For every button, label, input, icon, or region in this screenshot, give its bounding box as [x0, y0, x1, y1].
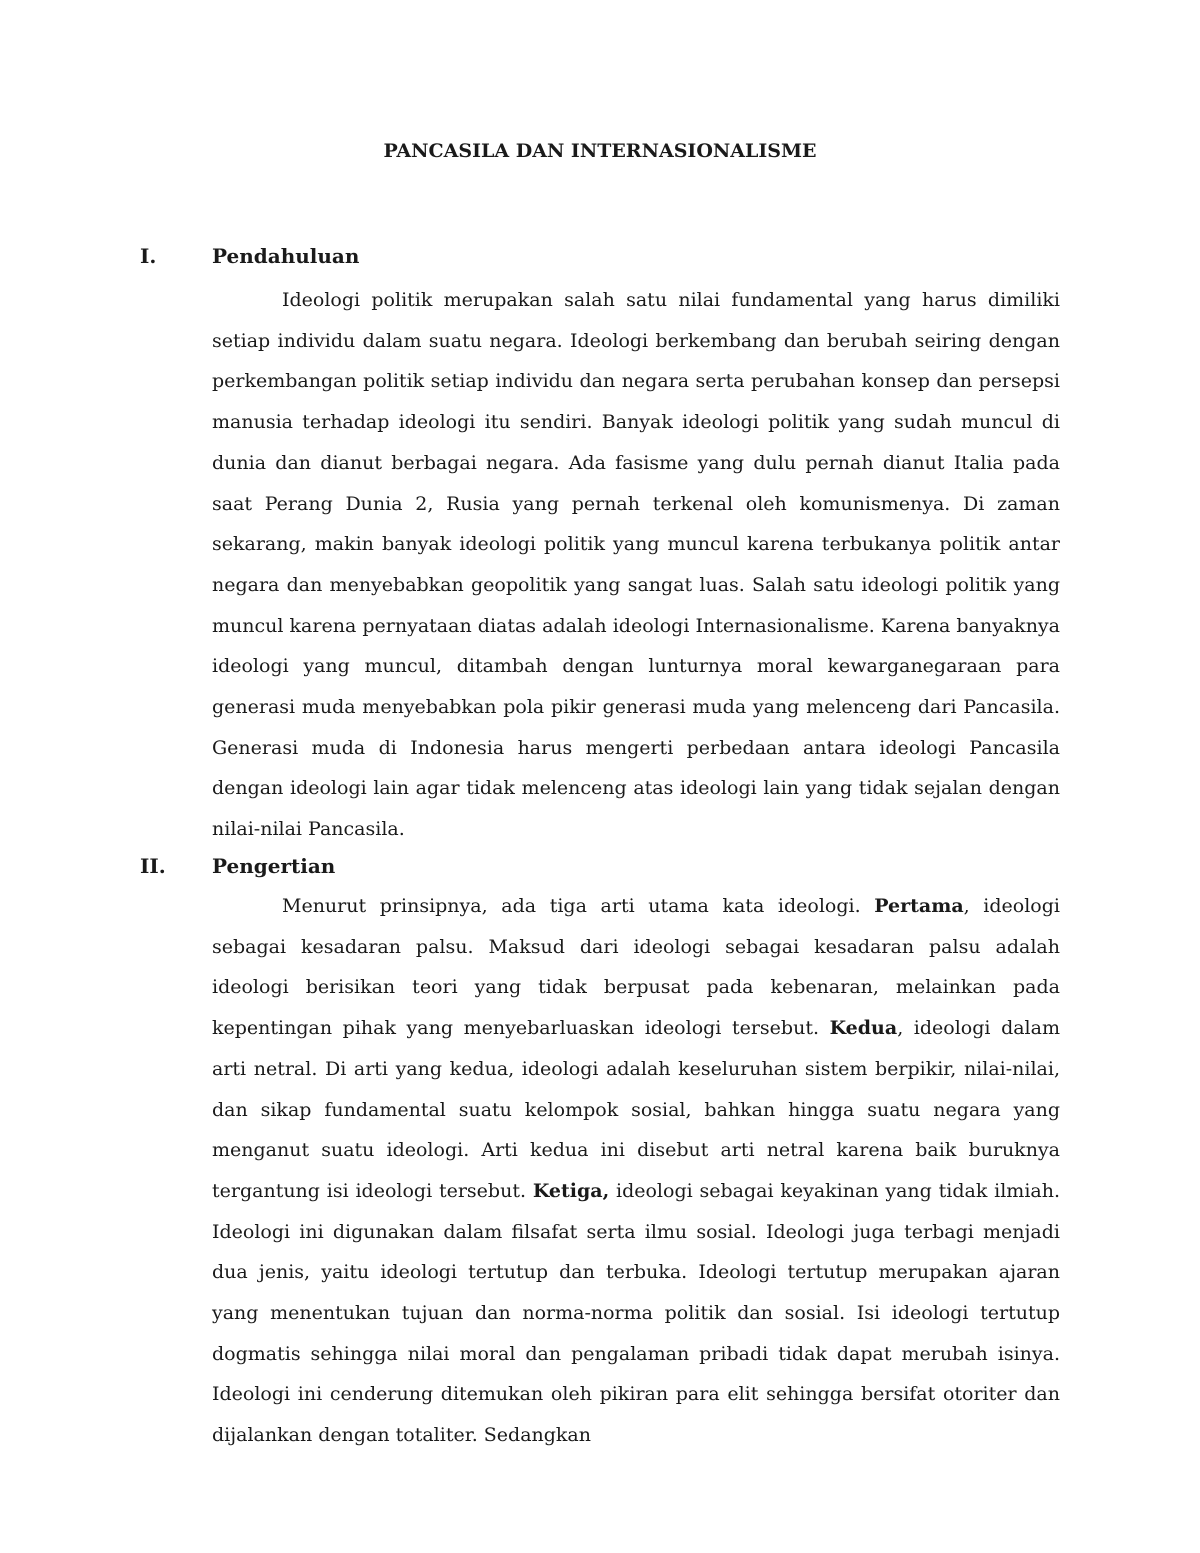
paragraph-text: , ideologi sebagai kesadaran palsu. Maksud dari ideologi sebagai kesadaran palsu adalah ideologi berisikan teori yang tidak berpusat pada kebenaran, melainkan pada kepentingan pihak yang menyebarluaskan ideologi tersebut. [212, 895, 1060, 1040]
paragraph-text: ideologi sebagai keyakinan yang tidak ilmiah. Ideologi ini digunakan dalam filsafat serta ilmu sosial. Ideologi juga terbagi menjadi dua jenis, yaitu ideologi tertutup dan terbuka. Ideologi tertutup merupakan ajaran yang menentukan tujuan dan norma-norma politik dan sosial. Isi ideologi tertutup dogmatis sehingga nilai moral dan pengalaman pribadi tidak dapat merubah isinya. Ideologi ini cenderung ditemukan oleh pikiran para elit sehingga bersifat otoriter dan dijalankan dengan totaliter. Sedangkan [212, 1179, 1061, 1447]
section-heading [0, 854, 1200, 888]
section-title: Pendahuluan [212, 244, 360, 268]
bold-term-first: Pertama [874, 895, 964, 917]
section-paragraph [212, 886, 1060, 1456]
section-title: Pengertian [212, 854, 336, 878]
section-paragraph: Ideologi politik merupakan salah satu nilai fundamental yang harus dimiliki setiap individu dalam suatu negara. Ideologi berkembang dan berubah seiring dengan perkembangan politik setiap individu dan negara serta perubahan konsep dan persepsi manusia terhadap ideologi itu sendiri. Banyak ideologi politik yang sudah muncul di dunia dan dianut berbagai negara. Ada fasisme yang dulu pernah dianut Italia pada saat Perang Dunia 2, Rusia yang pernah terkenal oleh komunismenya. Di zaman sekarang, makin banyak ideologi politik yang muncul karena terbukanya politik antar negara dan menyebabkan geopolitik yang sangat luas. Salah satu ideologi politik yang muncul karena pernyataan diatas adalah ideologi Internasionalisme. Karena banyaknya ideologi yang muncul, ditambah dengan lunturnya moral kewarganegaraan para generasi muda menyebabkan pola pikir generasi muda yang melenceng dari Pancasila. Generasi muda di Indonesia harus mengerti perbedaan antara ideologi Pancasila dengan ideologi lain agar tidak melenceng atas ideologi lain yang tidak sejalan dengan nilai-nilai Pancasila. [212, 289, 1060, 841]
section-introduction [0, 244, 1200, 841]
section-number: I. [140, 244, 157, 268]
bold-term-third: Ketiga, [532, 1179, 610, 1202]
document-title: PANCASILA DAN INTERNASIONALISME [383, 140, 817, 162]
section-heading [0, 244, 1200, 278]
section-number: II. [140, 854, 166, 878]
paragraph-text: , ideologi dalam arti netral. Di arti yang kedua, ideologi adalah keseluruhan sistem berpikir, nilai-nilai, dan sikap fundamental suatu kelompok sosial, bahkan hingga suatu negara yang menganut suatu ideologi. Arti kedua ini disebut arti netral karena baik buruknya tergantung isi ideologi tersebut. [212, 1017, 1060, 1202]
bold-term-second: Kedua [829, 1017, 898, 1040]
paragraph-text: Menurut prinsipnya, ada tiga arti utama kata ideologi. [282, 895, 875, 917]
section-definition [0, 854, 1200, 1447]
